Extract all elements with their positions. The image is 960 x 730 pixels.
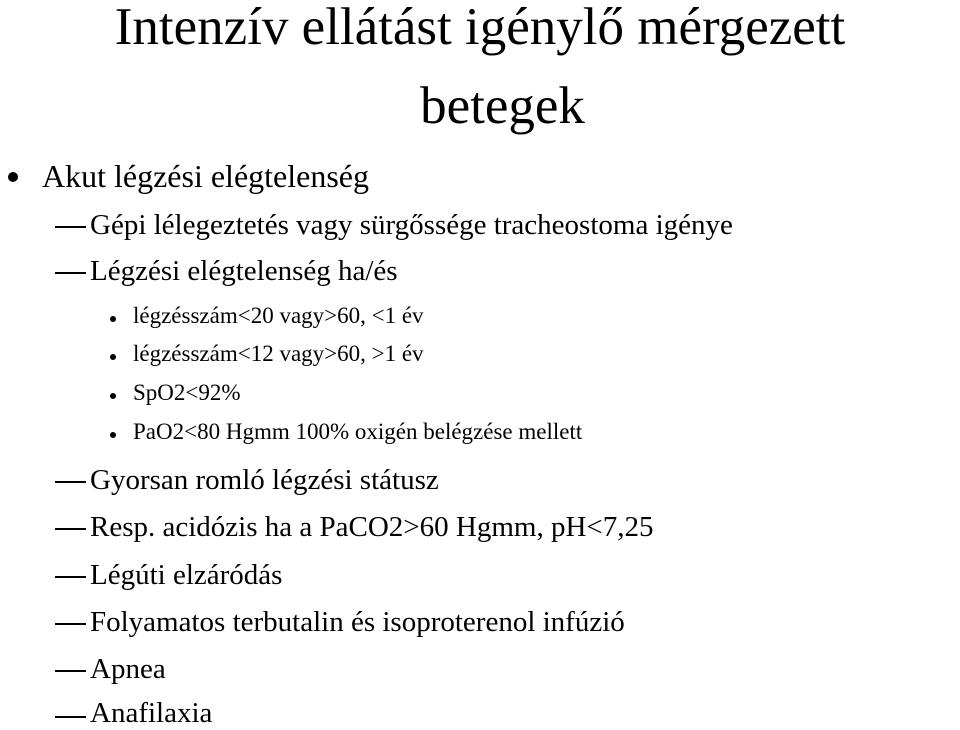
subitem-airway-obstruction: Légúti elzáródás <box>90 559 283 591</box>
dash-marker <box>55 623 86 625</box>
subitem-respiratory-acidosis: Resp. acidózis ha a PaCO2>60 Hgmm, pH<7,25 <box>90 511 654 543</box>
criterion-respiratory-rate-over-1: légzésszám<12 vagy>60, >1 év <box>133 341 424 366</box>
dash-marker <box>55 670 86 672</box>
bullet-marker <box>110 316 116 322</box>
slide-title-line-2: betegek <box>420 77 585 135</box>
bullet-marker <box>110 432 116 438</box>
bullet-marker <box>110 393 116 399</box>
subitem-respiratory-failure: Légzési elégtelenség ha/és <box>90 255 398 287</box>
subitem-mechanical-ventilation: Gépi lélegeztetés vagy sürgőssége tracheostoma igénye <box>90 209 733 241</box>
criterion-respiratory-rate-under-1: légzésszám<20 vagy>60, <1 év <box>133 303 424 328</box>
subitem-anaphylaxis: Anafilaxia <box>90 697 213 729</box>
dash-marker <box>55 272 86 274</box>
dash-marker <box>55 576 86 578</box>
criterion-spo2: SpO2<92% <box>133 380 241 405</box>
bullet-acute-respiratory-failure: Akut légzési elégtelenség <box>42 158 369 194</box>
slide-title-line-1: Intenzív ellátást igénylő mérgezett <box>114 0 846 56</box>
slide-title <box>0 0 960 136</box>
dash-marker <box>55 528 86 530</box>
subitem-continuous-infusion: Folyamatos terbutalin és isoproterenol infúzió <box>90 606 625 638</box>
subitem-rapidly-worsening-status: Gyorsan romló légzési státusz <box>90 464 439 496</box>
dash-marker <box>55 226 86 228</box>
bullet-marker <box>8 172 18 182</box>
bullet-marker <box>110 354 116 360</box>
dash-marker <box>55 481 86 483</box>
criterion-pao2: PaO2<80 Hgmm 100% oxigén belégzése mellett <box>133 419 583 444</box>
subitem-apnea: Apnea <box>90 653 166 685</box>
dash-marker <box>55 716 86 718</box>
